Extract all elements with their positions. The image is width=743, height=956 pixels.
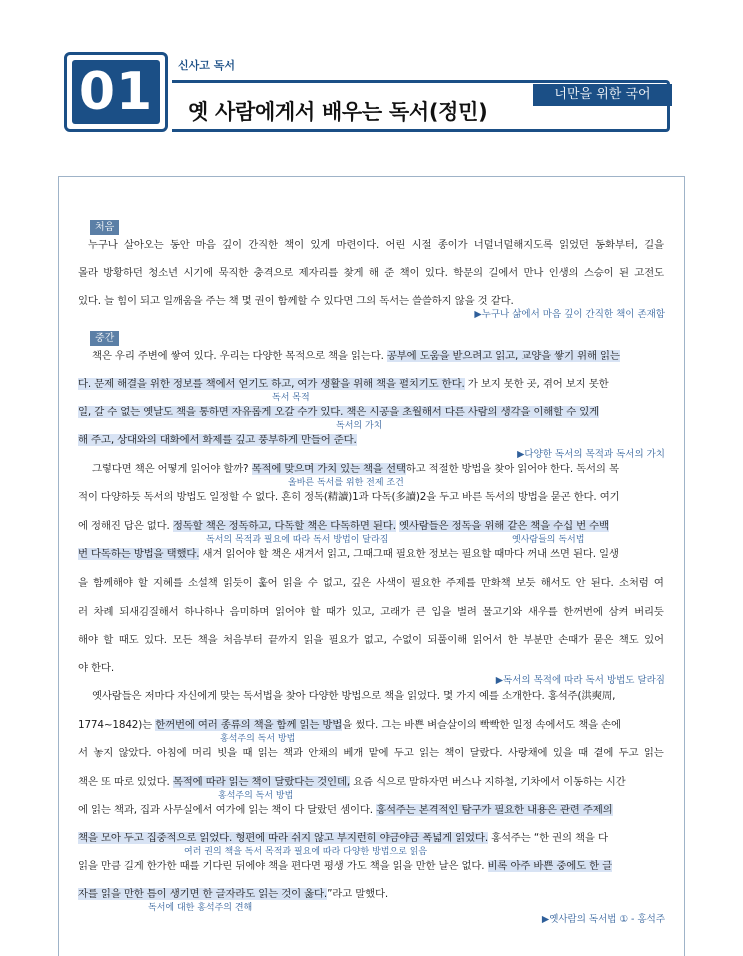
word: 책이 bbox=[284, 239, 304, 251]
word: 되새김질해서 bbox=[119, 606, 179, 618]
word: 사랑채에 bbox=[507, 747, 548, 759]
text-line: 옛사람들은 저마다 자신에게 맞는 독서법을 찾아 다양한 방법으로 책을 읽었다. 몇 가지 예를 소개한다. 홍석주(洪奭周, bbox=[92, 690, 616, 702]
text-line bbox=[78, 718, 664, 732]
highlighted-text: 일, 갈 수 없는 옛날도 책을 통하면 자유롭게 오갈 수가 있다. bbox=[78, 406, 344, 418]
word: 수없이 bbox=[392, 634, 422, 646]
word: 있다. bbox=[424, 267, 448, 279]
word: 읽을 bbox=[303, 634, 324, 646]
word: 있어 bbox=[644, 634, 664, 646]
word: 처음부터 bbox=[223, 634, 263, 646]
margin-note: 홍석주의 독서 방법 bbox=[218, 791, 294, 801]
section-label-intro: 처음 bbox=[90, 220, 119, 235]
highlighted-text: 책은 시공을 초월해서 다른 사람의 생각을 이해할 수 있게 bbox=[343, 406, 600, 418]
word: 베개 bbox=[343, 747, 364, 759]
margin-note: 여러 권의 책을 독서 목적과 필요에 따라 다양한 방법으로 읽음 bbox=[184, 847, 428, 857]
word: 스승이 bbox=[583, 267, 614, 279]
word: 길에서 bbox=[488, 267, 518, 279]
text-line bbox=[78, 576, 664, 590]
word: 인생의 bbox=[548, 267, 579, 279]
word: 읽어서 bbox=[472, 634, 503, 646]
textbook-subtitle: 신사고 독서 bbox=[178, 59, 235, 72]
highlighted-text: 정독할 책은 정독하고, 다독할 책은 다독하면 된다. bbox=[172, 520, 396, 532]
text-line bbox=[78, 377, 664, 391]
word: 된 bbox=[618, 267, 629, 279]
highlighted-text: 목적에 따라 읽는 책이 달랐다는 것인데, bbox=[172, 776, 350, 788]
word: 만화책 bbox=[480, 577, 511, 589]
word: 지혜를 bbox=[153, 577, 183, 589]
word: 사색이 bbox=[376, 577, 406, 589]
word: 제자리를 bbox=[298, 267, 339, 279]
text-line bbox=[78, 803, 664, 817]
word: 주제를 bbox=[445, 577, 476, 589]
word: 필요가 bbox=[328, 634, 359, 646]
margin-note: 홍석주의 독서 방법 bbox=[220, 734, 296, 744]
word: 입을 bbox=[431, 606, 452, 618]
word: 벌려 bbox=[456, 606, 477, 618]
word: 되풀이해 bbox=[427, 634, 467, 646]
margin-note: 옛사람들의 독서법 bbox=[512, 535, 585, 545]
word: 여 bbox=[653, 577, 664, 589]
word: 서 bbox=[78, 747, 88, 759]
chapter-number-box bbox=[64, 52, 168, 132]
highlighted-text: 공부에 도움을 받으려고 읽고, 교양을 쌓기 위해 읽는 bbox=[386, 350, 620, 362]
word: 찾게 bbox=[343, 267, 364, 279]
word: 해 bbox=[368, 267, 379, 279]
word: 보듯 bbox=[515, 577, 536, 589]
highlighted-text: 해 주고, 상대와의 대화에서 화제를 깊고 풍부하게 만들어 준다. bbox=[78, 434, 357, 446]
text-segment: 홍석주는 “한 권의 책을 다 bbox=[487, 832, 608, 844]
word: 준 bbox=[384, 267, 395, 279]
text-line bbox=[78, 519, 664, 533]
text-line bbox=[78, 349, 664, 363]
highlighted-text: 목적에 맞으며 가치 있는 책을 선택 bbox=[251, 463, 406, 475]
word: 마음 bbox=[196, 239, 216, 251]
word: 큰 bbox=[415, 606, 426, 618]
word: 있을 bbox=[552, 747, 573, 759]
word: 없고, bbox=[322, 577, 346, 589]
text-segment: 1774~1842)는 bbox=[78, 719, 156, 731]
text-segment: 책은 우리 주변에 쌓여 있다. 우리는 다양한 목적으로 책을 읽는다. bbox=[92, 350, 387, 362]
word: 하나하나 bbox=[184, 606, 224, 618]
word: 된다. bbox=[590, 577, 614, 589]
word: 있다. bbox=[144, 634, 167, 646]
word: 때가 bbox=[326, 606, 346, 618]
text-segment: 그렇다면 책은 어떻게 읽어야 할까? bbox=[92, 463, 252, 475]
page-title: 옛 사람에게서 배우는 독서(정민) bbox=[188, 100, 488, 124]
word: 읽듯이 bbox=[222, 577, 253, 589]
word: 몰라 bbox=[78, 267, 98, 279]
word: 수 bbox=[307, 577, 318, 589]
word: 놓지 bbox=[93, 747, 114, 759]
highlighted-text: 다. 문제 해결을 위한 정보를 책에서 얻기도 하고, 여가 생활을 위해 책을 펼치기도 한다. bbox=[78, 378, 465, 390]
text-line bbox=[78, 633, 664, 647]
paragraph-summary: ▶옛사람의 독서법 ① - 홍석주 bbox=[541, 914, 665, 925]
text-line bbox=[78, 887, 664, 901]
word: 누구나 bbox=[88, 239, 118, 251]
word: 방황하던 bbox=[103, 267, 143, 279]
word: 동안 bbox=[169, 239, 190, 251]
paragraph-summary: ▶누구나 삶에서 마음 깊이 간직한 책이 존재함 bbox=[474, 309, 665, 320]
text-line bbox=[78, 831, 664, 845]
text-segment: 가 보지 못한 곳, 겪어 보지 못한 bbox=[464, 378, 609, 390]
text-line bbox=[78, 746, 664, 760]
text-segment: 읽을 만큼 길게 한가한 때를 기다린 뒤에야 책을 편다면 평생 가도 책을 읽을 만한 날은 없다. bbox=[78, 860, 488, 872]
margin-note: 독서의 목적과 필요에 따라 독서 방법이 달라짐 bbox=[206, 535, 389, 545]
word: 깊이 bbox=[222, 239, 242, 251]
word: 간직한 bbox=[248, 239, 278, 251]
word: 동화부터, bbox=[595, 239, 638, 251]
text-line bbox=[78, 547, 664, 561]
word: 책을 bbox=[197, 634, 218, 646]
highlighted-text: 번 다독하는 방법을 택했다. bbox=[78, 548, 200, 560]
word: 학문의 bbox=[453, 267, 483, 279]
text-segment: ”라고 말했다. bbox=[327, 888, 389, 900]
word: 안채의 bbox=[308, 747, 338, 759]
word: 읽었던 bbox=[559, 239, 589, 251]
word: 모든 bbox=[172, 634, 193, 646]
word: 읽어야 bbox=[274, 606, 305, 618]
word: 어린 bbox=[385, 239, 406, 251]
word: 빗을 bbox=[217, 747, 237, 759]
text-segment: 에 읽는 책과, 집과 사무실에서 여가에 읽는 책이 다 달랐던 셈이다. bbox=[78, 804, 377, 816]
margin-note: 올바른 독서를 위한 전제 조건 bbox=[288, 478, 404, 488]
highlighted-text: 책을 모아 두고 집중적으로 읽었다. 형편에 따라 쉬지 않고 부지런히 야금야금 폭넓게 읽었다. bbox=[78, 832, 488, 844]
word: 소처럼 bbox=[618, 577, 649, 589]
word: 너덜너덜해지도록 bbox=[473, 239, 553, 251]
word: 한 bbox=[507, 634, 518, 646]
word: 읽을 bbox=[282, 577, 303, 589]
paragraph-summary: ▶독서의 목적에 따라 독서 방법도 달라짐 bbox=[495, 675, 665, 686]
word: 묵직한 bbox=[218, 267, 249, 279]
word: 때도 bbox=[118, 634, 139, 646]
word: 있게 bbox=[310, 239, 331, 251]
word: 을 bbox=[78, 577, 88, 589]
word: 달랐다. bbox=[469, 747, 503, 759]
word: 차례 bbox=[93, 606, 114, 618]
word: 만나 bbox=[523, 267, 544, 279]
word: 묻은 bbox=[593, 634, 614, 646]
word: 머리 bbox=[191, 747, 212, 759]
word: 음미하며 bbox=[229, 606, 270, 618]
word: 읽는 bbox=[419, 747, 439, 759]
text-segment: 하고 적절한 방법을 찾아 읽어야 한다. 독서의 목 bbox=[405, 463, 619, 475]
word: 시기에 bbox=[183, 267, 214, 279]
text-line bbox=[78, 405, 664, 419]
word: 마련이다. bbox=[336, 239, 380, 251]
text-line bbox=[78, 433, 664, 447]
word: 부분만 bbox=[523, 634, 553, 646]
word: 깊은 bbox=[351, 577, 371, 589]
word: 시절 bbox=[411, 239, 432, 251]
text-line: 적이 다양하듯 독서의 방법도 일정할 수 없다. 흔히 정독(精讀)1과 다독(多讀)2을 두고 바른 독서의 방법을 묻곤 한다. 여기 bbox=[78, 491, 620, 503]
margin-note: 독서 목적 bbox=[272, 393, 310, 403]
word: 할 bbox=[310, 606, 321, 618]
text-line bbox=[78, 266, 664, 280]
word: 곁에 bbox=[593, 747, 614, 759]
chapter-number: 01 bbox=[72, 60, 160, 124]
word: 삼켜 bbox=[608, 606, 629, 618]
word: 책도 bbox=[618, 634, 639, 646]
word: 있고, bbox=[351, 606, 375, 618]
highlighted-text: 옛사람들은 정독을 위해 같은 책을 수십 번 수백 bbox=[399, 520, 609, 532]
section-label-body: 중간 bbox=[90, 331, 119, 346]
text-segment: 책은 또 따로 있었다. bbox=[78, 776, 173, 788]
word: 고래가 bbox=[380, 606, 410, 618]
word: 맡에 bbox=[368, 747, 389, 759]
word: 손때가 bbox=[558, 634, 588, 646]
word: 두고 bbox=[393, 747, 414, 759]
word: 읽는 bbox=[643, 747, 664, 759]
word: 함께해야 bbox=[93, 577, 133, 589]
word: 없고, bbox=[363, 634, 387, 646]
word: 해야 bbox=[78, 634, 98, 646]
text-line bbox=[78, 859, 664, 873]
text-line bbox=[78, 775, 664, 789]
word: 않았다. bbox=[118, 747, 152, 759]
text-segment: 을 썼다. 그는 바쁜 벼슬살이의 빡빡한 일정 속에서도 책을 손에 bbox=[342, 719, 621, 731]
highlighted-text: 한꺼번에 여러 종류의 책을 함께 읽는 방법 bbox=[155, 719, 343, 731]
word: 청소년 bbox=[148, 267, 178, 279]
margin-note: 독서에 대한 홍석주의 견해 bbox=[148, 903, 253, 913]
word: 고전도 bbox=[634, 267, 664, 279]
word: 안 bbox=[575, 577, 586, 589]
text-segment: 새겨 읽어야 할 책은 새겨서 읽고, 그때그때 필요한 정보는 필요할 때마다 꺼내 쓰면 된다. 일생 bbox=[199, 548, 619, 560]
word: 훑어 bbox=[257, 577, 278, 589]
highlighted-text: 비록 아주 바쁜 중에도 한 글 bbox=[487, 860, 613, 872]
word: 끝까지 bbox=[268, 634, 298, 646]
word: 할 bbox=[137, 577, 148, 589]
series-badge: 너만을 위한 국어 bbox=[533, 84, 672, 106]
word: 살아오는 bbox=[124, 239, 164, 251]
word: 러 bbox=[78, 606, 88, 618]
paragraph-summary: ▶다양한 독서의 목적과 독서의 가치 bbox=[517, 449, 665, 460]
highlighted-text: 자를 읽을 만한 틈이 생기면 한 글자라도 읽는 것이 옳다. bbox=[78, 888, 328, 900]
word: 소설책 bbox=[187, 577, 218, 589]
word: 충격으로 bbox=[253, 267, 294, 279]
word: 종이가 bbox=[437, 239, 468, 251]
word: 해서도 bbox=[540, 577, 571, 589]
word: 책과 bbox=[283, 747, 303, 759]
margin-note: 독서의 가치 bbox=[336, 421, 383, 431]
word: 아침에 bbox=[156, 747, 187, 759]
word: 필요한 bbox=[411, 577, 441, 589]
word: 두고 bbox=[618, 747, 639, 759]
text-line bbox=[78, 605, 664, 619]
text-segment: 요즘 식으로 말하자면 버스나 지하철, 기차에서 이동하는 시간 bbox=[350, 776, 626, 788]
text-line bbox=[78, 238, 664, 252]
word: 때 bbox=[242, 747, 253, 759]
text-line: 있다. 늘 힘이 되고 일깨움을 주는 책 몇 권이 함께할 수 있다면 그의 독서는 쓸쓸하지 않을 것 같다. bbox=[78, 295, 514, 307]
word: 한꺼번에 bbox=[563, 606, 603, 618]
word: 버리듯 bbox=[634, 606, 664, 618]
text-line: 야 한다. bbox=[78, 662, 114, 674]
text-line bbox=[78, 462, 664, 476]
word: 책이 bbox=[399, 267, 420, 279]
word: 길을 bbox=[644, 239, 664, 251]
highlighted-text: 홍석주는 본격적인 탐구가 필요한 내용은 관련 주제의 bbox=[376, 804, 613, 816]
word: 물고기와 bbox=[482, 606, 523, 618]
word: 때 bbox=[578, 747, 588, 759]
text-segment: 에 정해진 답은 없다. bbox=[78, 520, 173, 532]
word: 책이 bbox=[444, 747, 465, 759]
word: 할 bbox=[103, 634, 114, 646]
word: 읽는 bbox=[257, 747, 278, 759]
word: 새우를 bbox=[527, 606, 558, 618]
